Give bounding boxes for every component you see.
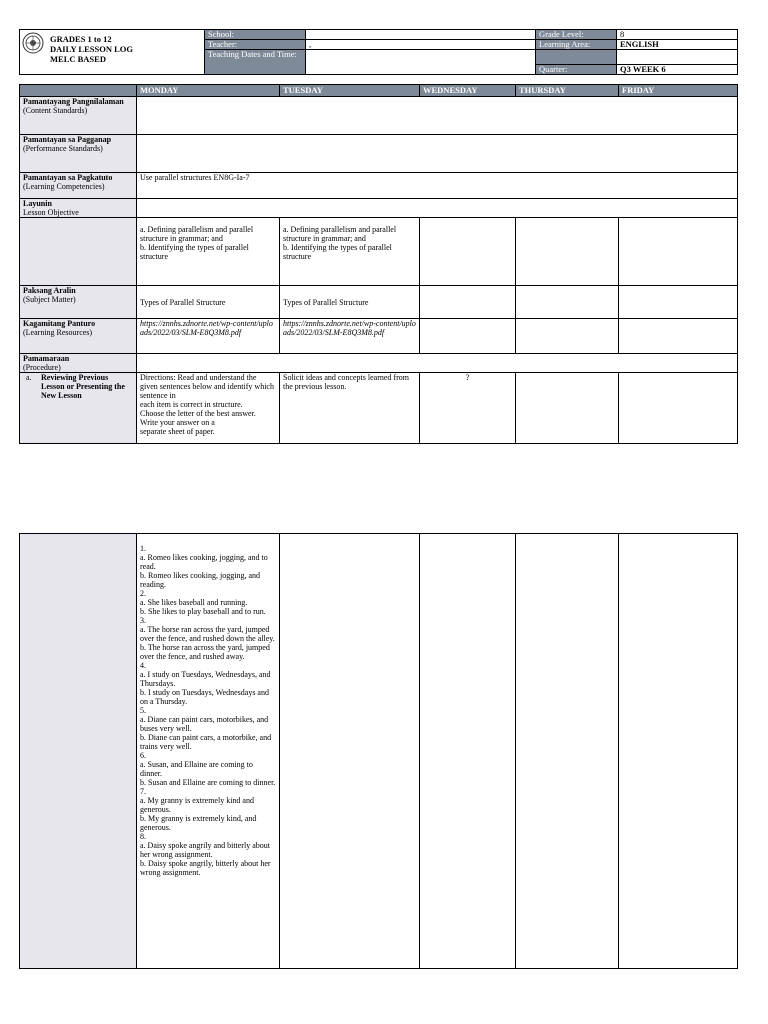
objective-row — [20, 199, 738, 218]
objective-value — [137, 199, 738, 218]
lesson-table — [19, 84, 738, 444]
objective-wednesday — [420, 218, 516, 286]
items-tuesday — [280, 534, 420, 969]
subject-monday: Types of Parallel Structure — [137, 286, 280, 319]
objective-friday — [619, 218, 738, 286]
continuation-table — [19, 533, 738, 969]
row-label-fil: Pamantayan sa Pagkatuto — [23, 173, 113, 182]
objective-thursday — [516, 218, 619, 286]
row-label-eng: (Content Standards) — [23, 106, 88, 115]
content-standards-value — [137, 97, 738, 135]
day-header-row — [20, 85, 738, 97]
title-line: GRADES 1 to 12 — [50, 34, 112, 44]
reviewing-tuesday: Solicit ideas and concepts learned from the previous lesson. — [280, 373, 420, 444]
learning-area-value: ENGLISH — [617, 40, 738, 50]
reviewing-row — [20, 373, 738, 444]
items-friday — [619, 534, 738, 969]
subject-friday — [619, 286, 738, 319]
reviewing-friday — [619, 373, 738, 444]
items-label-cell — [20, 534, 137, 969]
reviewing-wednesday: ? — [420, 373, 516, 444]
header-title — [50, 34, 133, 64]
row-label — [20, 199, 137, 218]
corner-cell — [20, 85, 137, 97]
row-label — [20, 319, 137, 354]
subject-thursday — [516, 286, 619, 319]
reviewing-label-cell — [20, 373, 137, 444]
row-label — [20, 354, 137, 373]
title-line: MELC BASED — [50, 54, 106, 64]
day-header: FRIDAY — [619, 85, 738, 97]
title-line: DAILY LESSON LOG — [50, 44, 133, 54]
items-row — [20, 534, 738, 969]
teaching-dates-value — [306, 50, 536, 75]
procedure-row — [20, 354, 738, 373]
day-header: WEDNESDAY — [420, 85, 516, 97]
reviewing-monday: Directions: Read and understand the given sentences below and identify which sentence in each item is correct in structure. Choose the letter of the best answer. Write your answer on a separate sheet of paper. — [137, 373, 280, 444]
quarter-label: Quarter: — [536, 65, 617, 75]
row-label-eng: (Learning Resources) — [23, 328, 93, 337]
row-label — [20, 97, 137, 135]
objective-monday: a. Defining parallelism and parallel structure in grammar; and b. Identifying the types of parallel structure — [137, 218, 280, 286]
day-header: TUESDAY — [280, 85, 420, 97]
header-title-cell — [20, 30, 205, 75]
learning-area-label: Learning Area: — [536, 40, 617, 50]
school-label: School: — [205, 30, 306, 40]
subject-row — [20, 286, 738, 319]
items-monday: 1. a. Romeo likes cooking, jogging, and to read. b. Romeo likes cooking, jogging, and reading. 2. a. She likes baseball and running. b. She likes to play baseball and to run. 3. a. The horse ran across the yard, jumped over the fence, and rushed down the alley. b. The horse ran across the yard, jumped over the fence, and rushed away. 4. a. I study on Tuesdays, Wednesdays, and Thursdays. b. I study on Tuesdays, Wednesdays and on a Thursday. 5. a. Diane can paint cars, motorbikes, and buses very well. b. Diane can paint cars, a motorbike, and trains very well. 6. a. Susan, and Ellaine are coming to dinner. b. Susan and Ellaine are coming to dinner. 7. a. My granny is extremely kind and generous. b. My granny is extremely kind, and generous. 8. a. Daisy spoke angrily and bitterly about her wrong assignment. b. Daisy spoke angrily, bitterly about her wrong assignment. — [137, 534, 280, 969]
teaching-dates-label: Teaching Dates and Time: — [205, 50, 306, 75]
day-header: MONDAY — [137, 85, 280, 97]
blank-label — [536, 50, 617, 65]
subject-tuesday: Types of Parallel Structure — [280, 286, 420, 319]
grade-level-value: 8 — [617, 30, 738, 40]
row-label-fil: Kagamitang Panturo — [23, 319, 96, 328]
resources-monday-link[interactable]: https://znnhs.zdnorte.net/wp-content/uploads/2022/03/SLM-E8Q3M8.pdf — [137, 319, 280, 354]
resources-friday — [619, 319, 738, 354]
grade-level-label: Grade Level: — [536, 30, 617, 40]
reviewing-thursday — [516, 373, 619, 444]
day-header: THURSDAY — [516, 85, 619, 97]
row-label-fil: Layunin — [23, 199, 52, 208]
procedure-value — [137, 354, 738, 373]
items-thursday — [516, 534, 619, 969]
resources-wednesday — [420, 319, 516, 354]
row-label-eng: (Procedure) — [23, 363, 61, 372]
resources-thursday — [516, 319, 619, 354]
content-standards-row — [20, 97, 738, 135]
row-label — [20, 135, 137, 173]
performance-standards-value — [137, 135, 738, 173]
school-value — [306, 30, 536, 40]
row-label-fil: Paksang Aralin — [23, 286, 76, 295]
row-label-eng: (Subject Matter) — [23, 295, 76, 304]
teacher-label: Teacher: — [205, 40, 306, 50]
row-label-eng: (Learning Competencies) — [23, 182, 105, 191]
row-label-fil: Pamantayang Pangnilalaman — [23, 97, 124, 106]
reviewing-text: Reviewing Previous Lesson or Presenting the New Lesson — [41, 373, 125, 400]
items-wednesday — [420, 534, 516, 969]
row-label-eng: Lesson Objective — [23, 208, 79, 217]
reviewing-label — [23, 373, 133, 400]
row-label — [20, 173, 137, 199]
subject-wednesday — [420, 286, 516, 319]
objective-tuesday: a. Defining parallelism and parallel structure in grammar; and b. Identifying the types of parallel structure — [280, 218, 420, 286]
row-label-eng: (Performance Standards) — [23, 144, 103, 153]
reviewing-letter: a. — [26, 373, 32, 382]
competencies-value: Use parallel structures EN8G-Ia-7 — [137, 173, 738, 199]
resources-row — [20, 319, 738, 354]
resources-tuesday-link[interactable]: https://znnhs.zdnorte.net/wp-content/uploads/2022/03/SLM-E8Q3M8.pdf — [280, 319, 420, 354]
teacher-value: , — [306, 40, 536, 50]
blank-value — [617, 50, 738, 65]
deped-seal-icon — [22, 32, 44, 54]
row-label-fil: Pamamaraan — [23, 354, 70, 363]
quarter-value: Q3 WEEK 6 — [617, 65, 738, 75]
performance-standards-row — [20, 135, 738, 173]
row-label — [20, 286, 137, 319]
objective-detail-row — [20, 218, 738, 286]
row-label-empty — [20, 218, 137, 286]
competencies-row — [20, 173, 738, 199]
row-label-fil: Pamantayan sa Pagganap — [23, 135, 112, 144]
header-table — [19, 29, 738, 75]
